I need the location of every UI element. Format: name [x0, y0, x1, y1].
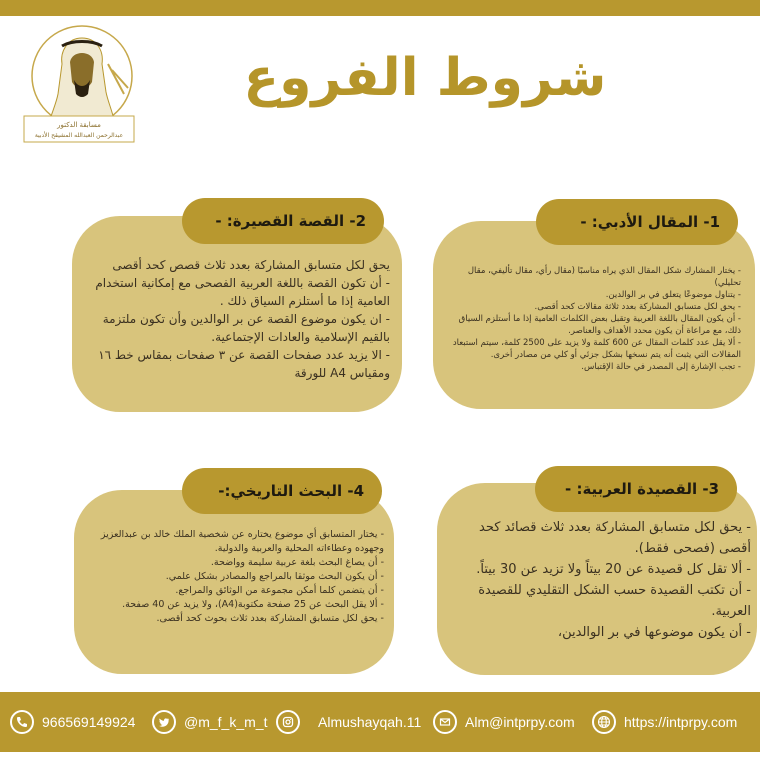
competition-logo: [22, 24, 136, 144]
research-card: [74, 490, 394, 674]
footer-website[interactable]: [592, 692, 737, 752]
logo-caption-2: عبدالرحمن العبدالله المشيقح الأدبية: [34, 132, 124, 139]
story-title: 2- القصة القصيرة: -: [182, 198, 384, 244]
website-url: https://intprpy.com: [624, 714, 738, 730]
top-bar: [0, 0, 760, 16]
phone-icon: [10, 710, 34, 734]
page-title: شروط الفروع: [243, 48, 607, 108]
poem-body: - يحق لكل متسابق المشاركة بعدد ثلاث قصائد كحد أقصى (فصحى فقط). - ألا تقل كل قصيدة عن 20 بيتاً ولا تزيد عن 30 بيتاً. - أن تكتب القصيدة حسب الشكل التقليدي للقصيدة العربية. - أن يكون موضوعها في بر الوالدين،: [476, 520, 751, 640]
logo-caption-1: مسابقة الدكتور: [57, 121, 101, 129]
instagram-handle: Almushayqah.11: [318, 714, 422, 730]
story-card: [72, 216, 402, 412]
instagram-icon: [276, 710, 300, 734]
globe-icon: [592, 710, 616, 734]
email-address: Alm@intprpy.com: [465, 714, 575, 730]
research-title: 4- البحث التاريخي:-: [182, 468, 382, 514]
essay-title: 1- المقال الأدبي: -: [536, 199, 738, 245]
research-body: - يختار المتسابق أي موضوع يختاره عن شخصية الملك خالد بن عبدالعزيز وجهوده وعطاءاته المحلية والعربية والدولية. - أن يصاغ البحث بلغة عربية سليمة وواضحة. - أن يكون البحث موثقا بالمراجع والمصادر بشكل علمي. - أن يتضمن كلما أمكن مجموعة من الوثائق والمراجع. - ألا يقل البحث عن 25 صفحة مكتوبة(A4)، ولا يزيد عن 40 صفحة. - يحق لكل متسابق المشاركة بعدد ثلاث بحوث كحد أقصى.: [100, 529, 384, 624]
twitter-handle: @m_f_k_m_t: [184, 714, 268, 730]
bottom-strip: [0, 752, 760, 762]
footer-twitter[interactable]: [152, 692, 267, 752]
contact-footer: [0, 692, 760, 752]
poem-title: 3- القصيدة العربية: -: [535, 466, 737, 512]
footer-email[interactable]: [433, 692, 575, 752]
essay-card: [433, 221, 755, 409]
footer-phone[interactable]: [10, 692, 135, 752]
essay-body: - يختار المشارك شكل المقال الذي يراه مناسبًا (مقال رأي، مقال تأليفي، مقال تحليلي) - يتناول موضوعًا يتعلق في بر الوالدين. - يحق لكل متسابق المشاركة بعدد ثلاثة مقالات كحد أقصى. - أن يكون المقال باللغة العربية وتقبل بعض الكلمات العامية إذا ما أستلزم السياق ذلك، مع مراعاة أن يكون محدد الأهداف والعناصر. - ألا يقل عدد كلمات المقال عن 600 كلمة ولا يزيد على 2500 كلمة، سيتم استبعاد المقالات التي يثبت أنه يتم نسخها بشكل جزئي أو كلي من مصادر أخرى. - تجب الإشارة إلى المصدر في حالة الإقتباس.: [452, 266, 741, 372]
twitter-icon: [152, 710, 176, 734]
story-body: يحق لكل متسابق المشاركة بعدد ثلاث قصص كحد أقصى - أن تكون القصة باللغة العربية الفصحى مع إمكانية استخدام العامية إذا ما أستلزم السياق ذلك . - ان يكون موضوع القصة عن بر الوالدين وأن تكون ملتزمة بالقيم الإسلامية والعادات الإجتماعية. - الا يزيد عدد صفحات القصة عن ٣ صفحات بمقاس خط ١٦ ومقياس A4 للورقة: [95, 258, 390, 380]
email-icon: [433, 710, 457, 734]
phone-number: 966569149924: [42, 714, 136, 730]
footer-instagram[interactable]: [276, 692, 421, 752]
